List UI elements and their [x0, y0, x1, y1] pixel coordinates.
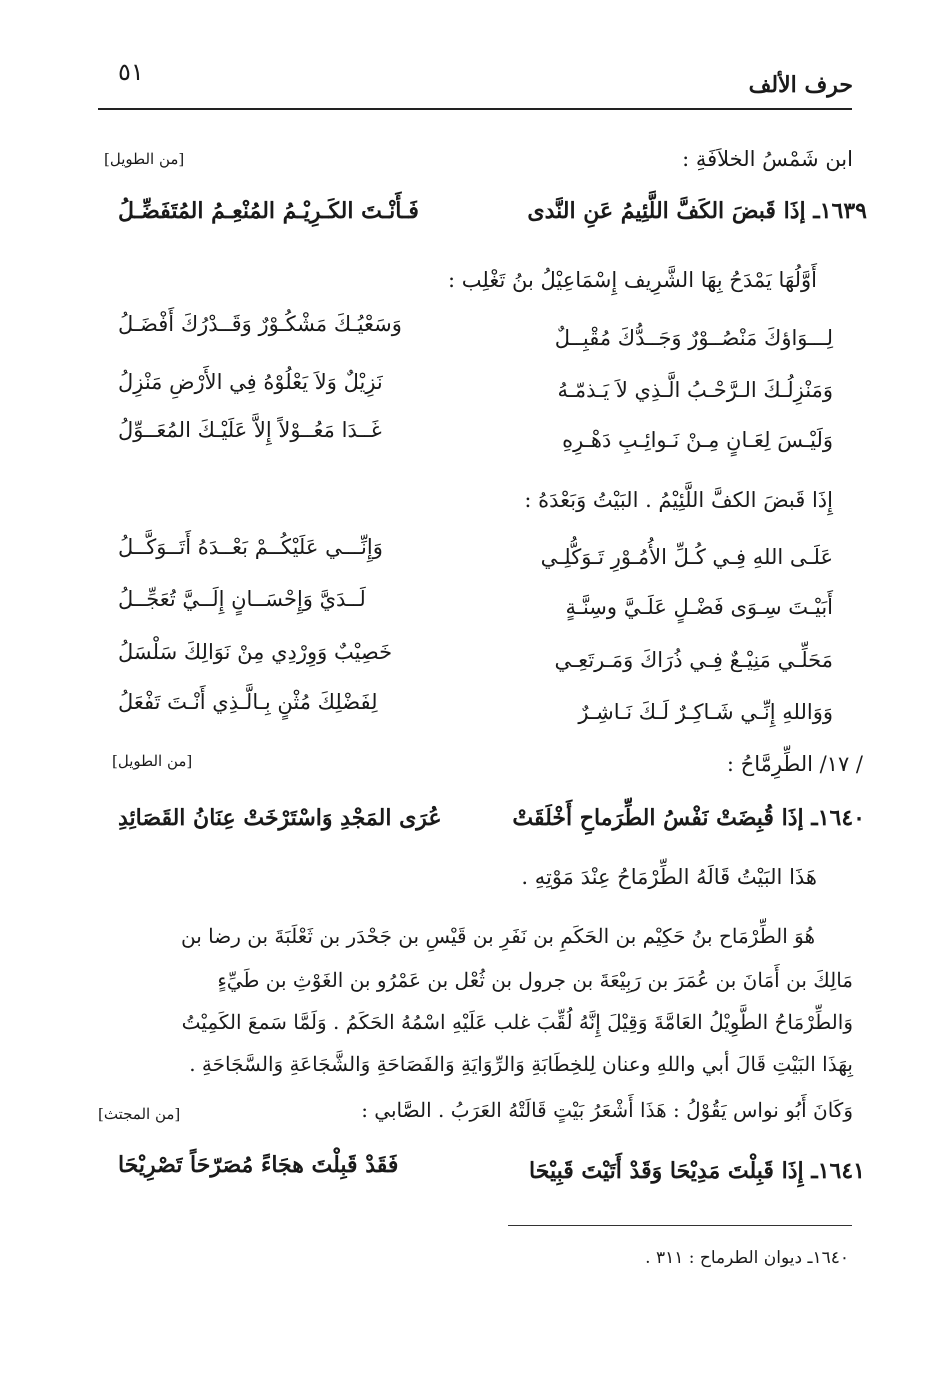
- poem-line-1-first-half: لِـــوَاؤكَ مَنْصُــوْرٌ وَجَــدُّكَ مُقْبِــلٌ: [554, 326, 833, 350]
- poem2-line-4-first-half: وَوَاللهِ إِنِّـي شَـاكِـرٌ لَـكَ نَـاشِـرٌ: [578, 700, 833, 724]
- meter-label-2: [من الطويل]: [112, 752, 193, 770]
- poem-line-3-first-half: وَلَيْـسَ لِعَـانٍ مِـنْ نَـوائِـبِ دَهْـرِهِ: [562, 428, 833, 452]
- verse-1641-second-half: فَقَدْ قَبِلْتَ هجَاءً مُصَرّحَاً تَصْرِيْحَا: [118, 1152, 399, 1178]
- bio-paragraph-line-4: بِهَذَا البَيْتِ قَالَ أبي واللهِ وعنان لِلخِطَابَةِ وَالرِّوَايَةِ وَالفَصَاحَةِ وَالشَّجَاعَةِ وَالسَّجَاحَةِ .: [189, 1052, 853, 1076]
- poem2-line-1-first-half: عَلَـى اللهِ فِـي كُـلِّ الأُمُـوْرِ تَـوَكُّلِـي: [540, 545, 833, 569]
- footnote: ١٦٤٠ـ ديوان الطرماح : ٣١١ .: [645, 1248, 849, 1268]
- page-number: ٥١: [118, 58, 144, 86]
- meter-label-3: [من المجتث]: [98, 1105, 181, 1123]
- poem2-line-4-second-half: لِفَضْلِكَ مُثْنٍ بِـالَّـذِي أَنْـتَ تَفْعَلُ: [118, 690, 378, 714]
- poem2-line-2-second-half: لَــدَيَّ وَإِحْسَــانٍ إِلَــيَّ تُعَجِّــلُ: [118, 587, 366, 611]
- bio-paragraph-line-2: مَالِكَ بن أَمَانَ بن عُمَرَ بن رَبِيْعَةَ بن جرول بن ثُعْل بن عَمْرُو بن الغَوْثِ بن طَيِّءٍ: [217, 968, 853, 992]
- verse-1640-first-half: ١٦٤٠ـ إذَا قُبِضَتْ نَفْسُ الطِّرَماحِ أَخْلَقَتْ: [512, 805, 865, 831]
- footnote-rule: [508, 1225, 852, 1226]
- poem-line-1-second-half: وَسَعْيُـكَ مَشْكُـوْرٌ وَقَــدْرُكَ أَفْضَـلُ: [118, 312, 402, 336]
- poem2-line-3-first-half: مَحَلِّـي مَنِيْـعٌ فِـي ذُرَاكَ وَمَـرتَعِـي: [554, 648, 833, 672]
- poem-line-2-second-half: نَزِيْلٌ وَلاَ يَعْلُوْهُ فِي الأَرْضِ مَنْزِلُ: [118, 370, 383, 394]
- commentary-line-2: إِذَا قَبضَ الكفَّ اللَّئِيْمُ . البَيْتُ وَبَعْدَهُ :: [524, 488, 833, 512]
- poem2-line-3-second-half: خَصِيْبٌ وَوِرْدِي مِنْ نَوَالِكَ سَلْسَلُ: [118, 640, 393, 664]
- bio-paragraph-line-1: هُوَ الطِّرْمَاح بنُ حَكِيْم بن الحَكَمِ بن نَفَرِ بن قَيْسِ بن جَحْدَر بن ثَعْلَبَةَ بن رضا بن: [181, 924, 815, 948]
- commentary-line: أَوَّلُهَا يَمْدَحُ بِهَا الشَّرِيف إِسْمَاعِيْلُ بنُ تَغْلِب :: [448, 268, 817, 292]
- poet-intro-2: / ١٧/ الطِّرِمَّاحُ :: [726, 752, 863, 776]
- poet-intro: ابن شَمْسُ الخلاَفَةِ :: [682, 147, 853, 171]
- bio-paragraph-line-5: وَكَانَ أَبُو نواس يَقُوْلُ : هَذَا أَشْعَرُ بَيْتٍ قَالَتْهُ العَرَبُ . الصَّابي :: [361, 1098, 853, 1122]
- commentary-line-3: هَذَا البَيْتُ قَالَهُ الطِّرْمَاحُ عِنْدَ مَوْتِهِ .: [521, 865, 817, 889]
- verse-1639-second-half: فَـأَنْـتَ الكَـرِيْـمُ المُنْعِـمُ المُتَفَضِّـلُ: [118, 198, 419, 224]
- bio-paragraph-line-3: وَالطِّرْمَاحُ الطَّوِيْلُ العَامَّةَ وَقِيْلَ إِنَّهُ لُقِّبَ غلب عَلَيْهِ اسْمُهُ الحَكَمُ . وَلَمَّا سَمعَ الكَمِيْتُ: [181, 1010, 853, 1034]
- meter-label: [من الطويل]: [104, 150, 185, 168]
- poem2-line-2-first-half: أَبَيْـتَ سِـوَى فَضْـلٍ عَلَـيَّ وسِنَّـةٍ: [565, 595, 833, 619]
- chapter-header: حرف الألف: [748, 72, 853, 98]
- poem2-line-1-second-half: وَإِنِّـــي عَلَيْكُــمْ بَعْــدَهُ أَتَــوَكَّــلُ: [118, 535, 383, 559]
- verse-1640-second-half: عُرَى المَجْدِ وَاسْتَرْخَتْ عِنَانُ القَصَائِدِ: [118, 805, 442, 831]
- poem-line-3-second-half: غَــدَا مَعُــوْلاً إِلاَّ عَلَيْـكَ المُعَــوِّلُ: [118, 418, 382, 442]
- header-rule: [98, 108, 852, 110]
- poem-line-2-first-half: وَمَنْزِلُـكَ الـرَّحْـبُ الَّـذِي لاَ يَـذمّـهُ: [557, 378, 833, 402]
- verse-1641-first-half: ١٦٤١ـ إِذَا قَبِلْتَ مَدِيْحَا وَقَدْ أَتَيْتَ قَبِيْحَا: [529, 1158, 865, 1184]
- verse-1639-first-half: ١٦٣٩ـ إذَا قَبضَ الكَفَّ اللَّئِيمُ عَنِ النَّدى: [527, 198, 867, 224]
